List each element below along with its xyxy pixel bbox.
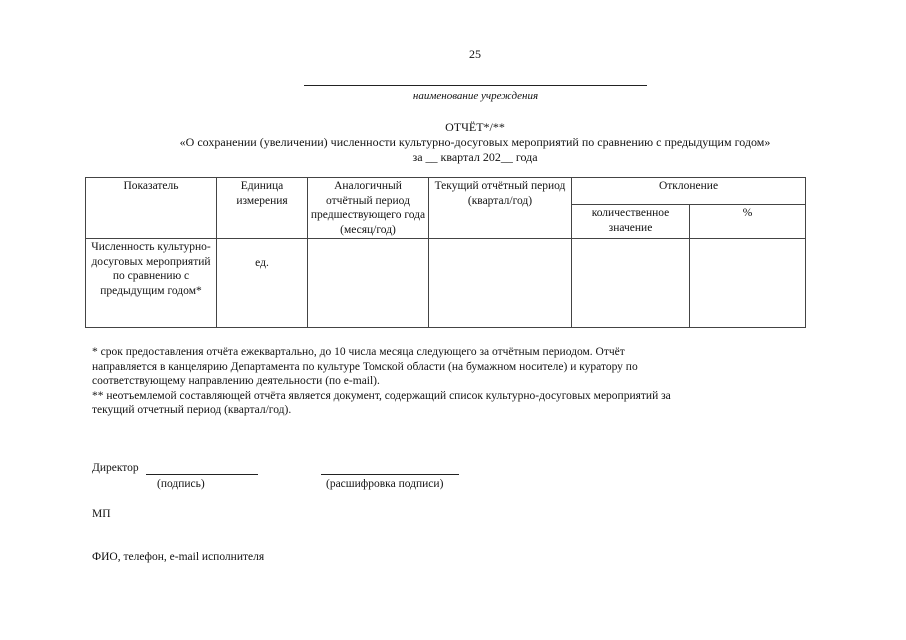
organization-name-line <box>304 85 647 86</box>
report-title: ОТЧЁТ*/** <box>445 120 505 134</box>
transcript-caption: (расшифровка подписи) <box>326 478 444 490</box>
executor-label: ФИО, телефон, e-mail исполнителя <box>92 551 265 563</box>
director-label: Директор <box>92 462 139 474</box>
cell-deviation-qty[interactable] <box>572 239 690 328</box>
stamp-label: МП <box>92 508 111 520</box>
cell-indicator: Численность культурно-досуговых мероприятий по сравнению с предыдущим годом* <box>86 239 217 328</box>
header-unit: Единица измерения <box>217 178 308 239</box>
table-header-row <box>86 178 806 205</box>
header-prev-period: Аналогичный отчётный период предшествующего года (месяц/год) <box>308 178 429 239</box>
footnotes <box>92 345 772 418</box>
footnote-line: ** неотъемлемой составляющей отчёта является документ, содержащий список культурно-досуговых мероприятий за <box>92 389 671 402</box>
report-table <box>85 177 806 328</box>
footnote-line: направляется в канцелярию Департамента по культуре Томской области (на бумажном носителе) и куратору по <box>92 360 638 373</box>
cell-deviation-pct[interactable] <box>690 239 806 328</box>
header-current-period: Текущий отчётный период (квартал/год) <box>429 178 572 239</box>
footnote-line: * срок предоставления отчёта ежеквартально, до 10 числа месяца следующего за отчётным периодом. Отчёт <box>92 346 625 358</box>
transcript-line <box>321 474 459 475</box>
signature-caption: (подпись) <box>157 478 205 490</box>
cell-current-period[interactable] <box>429 239 572 328</box>
cell-unit: ед. <box>217 239 308 328</box>
header-deviation-pct: % <box>690 205 806 239</box>
header-deviation-qty: количественное значение <box>572 205 690 239</box>
header-deviation: Отклонение <box>572 178 806 205</box>
table-row <box>86 239 806 328</box>
report-period: за __ квартал 202__ года <box>412 150 538 164</box>
footnote-line: соответствующему направлению деятельности (по e-mail). <box>92 375 380 387</box>
footnote-line: текущий отчетный период (квартал/год). <box>92 404 292 416</box>
page-number: 25 <box>469 47 481 61</box>
cell-prev-period[interactable] <box>308 239 429 328</box>
header-indicator: Показатель <box>86 178 217 239</box>
report-subtitle: «О сохранении (увеличении) численности культурно-досуговых мероприятий по сравнению с предыдущим годом» <box>179 135 771 149</box>
signature-line <box>146 474 258 475</box>
organization-label: наименование учреждения <box>412 90 539 102</box>
